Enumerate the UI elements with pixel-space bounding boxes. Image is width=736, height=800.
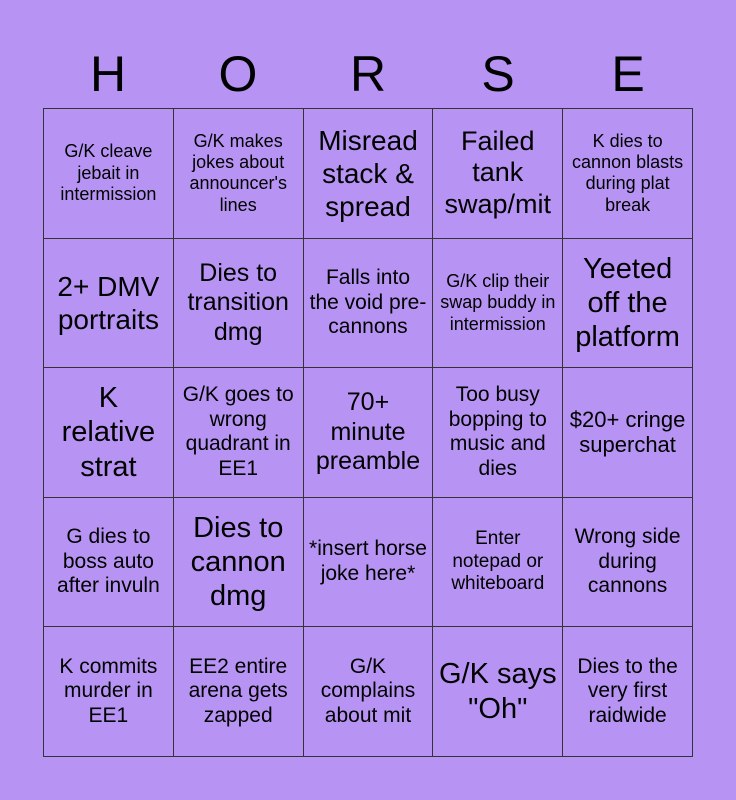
bingo-cell[interactable]: G/K cleave jebait in intermission (44, 109, 174, 239)
bingo-cell[interactable]: G/K complains about mit (304, 627, 434, 757)
bingo-cell[interactable]: Dies to the very first raidwide (563, 627, 693, 757)
bingo-cell[interactable]: G/K makes jokes about announcer's lines (174, 109, 304, 239)
header-letter-o: O (218, 46, 258, 102)
header-letter-h: H (89, 46, 127, 102)
bingo-cell[interactable]: EE2 entire arena gets zapped (174, 627, 304, 757)
bingo-cell[interactable]: Dies to transition dmg (174, 239, 304, 369)
bingo-cell[interactable]: Falls into the void pre-cannons (304, 239, 434, 369)
bingo-cell[interactable]: Dies to cannon dmg (174, 498, 304, 628)
bingo-cell[interactable]: 2+ DMV portraits (44, 239, 174, 369)
bingo-cell[interactable]: G/K goes to wrong quadrant in EE1 (174, 368, 304, 498)
bingo-cell[interactable]: K dies to cannon blasts during plat break (563, 109, 693, 239)
bingo-cell[interactable]: G dies to boss auto after invuln (44, 498, 174, 628)
bingo-cell[interactable]: 70+ minute preamble (304, 368, 434, 498)
bingo-cell[interactable]: Wrong side during cannons (563, 498, 693, 628)
bingo-cell[interactable]: K commits murder in EE1 (44, 627, 174, 757)
bingo-cell[interactable]: Failed tank swap/mit (433, 109, 563, 239)
header-letter-s: S (481, 46, 515, 102)
bingo-cell[interactable]: Enter notepad or whiteboard (433, 498, 563, 628)
bingo-board (43, 108, 693, 757)
bingo-cell[interactable]: $20+ cringe superchat (563, 368, 693, 498)
header-letter-e: E (611, 46, 645, 102)
bingo-cell[interactable]: Yeeted off the platform (563, 239, 693, 369)
bingo-cell[interactable]: Too busy bopping to music and dies (433, 368, 563, 498)
bingo-cell[interactable]: G/K says "Oh" (433, 627, 563, 757)
header-letter-r: R (349, 46, 387, 102)
bingo-cell[interactable]: Misread stack & spread (304, 109, 434, 239)
bingo-cell[interactable]: G/K clip their swap buddy in intermission (433, 239, 563, 369)
bingo-header (43, 40, 693, 108)
bingo-cell[interactable]: *insert horse joke here* (304, 498, 434, 628)
bingo-cell[interactable]: K relative strat (44, 368, 174, 498)
